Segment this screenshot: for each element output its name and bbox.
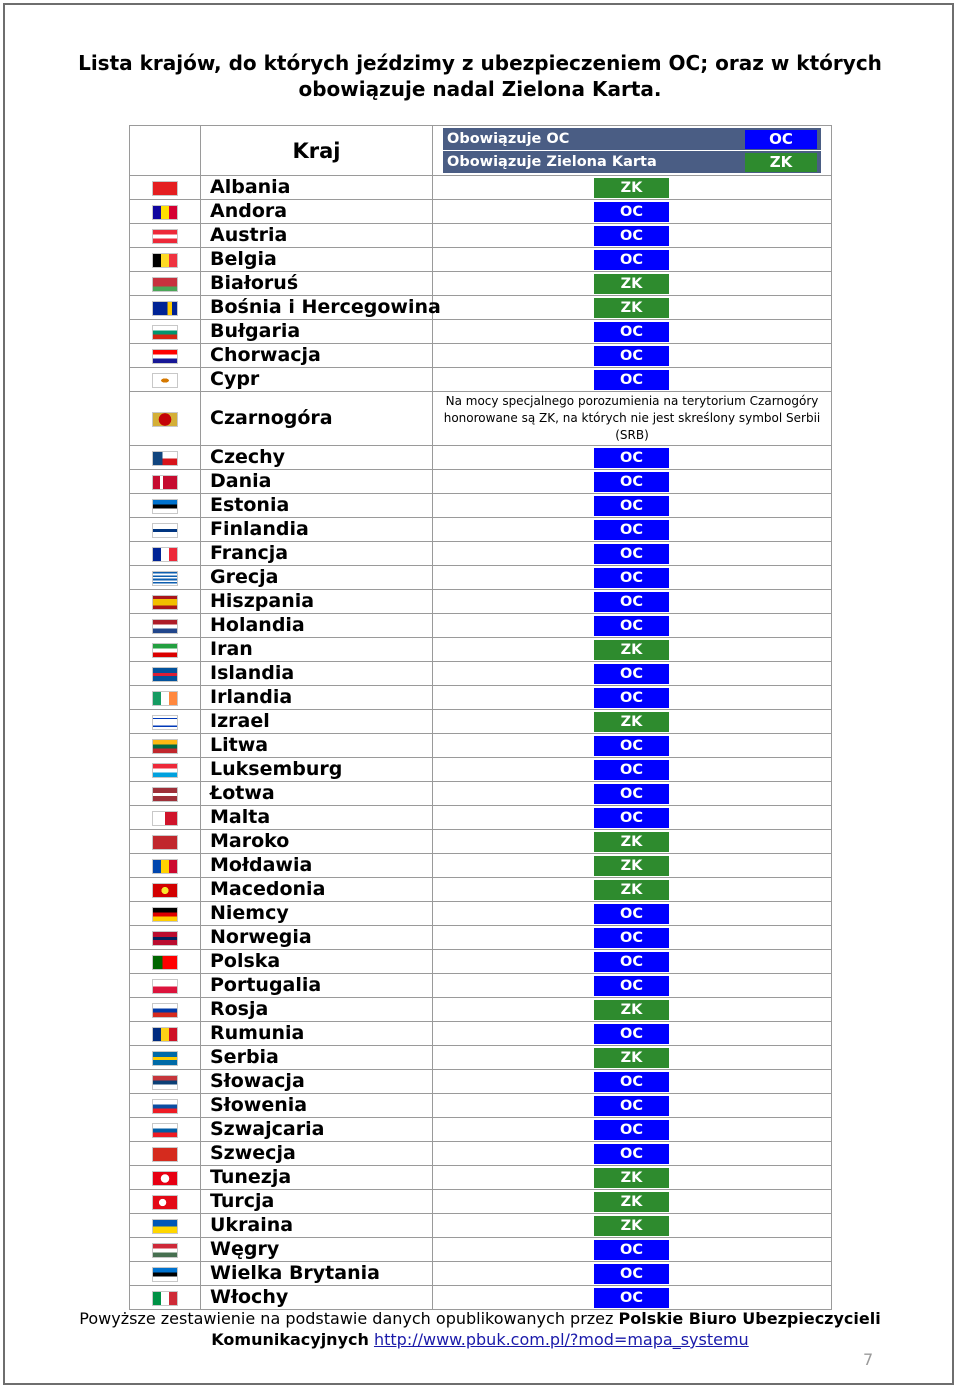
table-row [130,686,832,710]
flag-cell [130,1286,201,1310]
status-cell [433,1142,832,1166]
flag-cell [130,1238,201,1262]
greece-flag [152,571,178,586]
status-cell [433,392,832,446]
country-name: Dania [201,470,433,494]
status-cell [433,200,832,224]
flag-cell [130,224,201,248]
flag-cell [130,200,201,224]
country-name: Albania [201,176,433,200]
table-header-row [130,126,832,176]
country-name: Białoruś [201,272,433,296]
flag-cell [130,662,201,686]
flag-cell [130,806,201,830]
status-badge: ZK [594,274,669,294]
table-row [130,1190,832,1214]
status-badge: OC [594,736,669,756]
table-row [130,248,832,272]
lithuania-flag [152,739,178,754]
flag-cell [130,1142,201,1166]
legend-label-oc: Obowiązuje OC [447,131,570,147]
montenegro-flag [152,412,178,427]
country-name: Islandia [201,662,433,686]
flag-cell [130,344,201,368]
country-name: Andora [201,200,433,224]
country-name: Hiszpania [201,590,433,614]
country-name: Czechy [201,446,433,470]
status-badge: ZK [594,832,669,852]
status-cell [433,950,832,974]
legend-row-oc [443,128,821,150]
footer-org: Polskie Biuro Ubezpieczycieli Komunikacyjnych [211,1309,881,1349]
andorra-flag [152,205,178,220]
table-row [130,1022,832,1046]
footer [60,1308,900,1350]
netherlands-flag [152,619,178,634]
flag-cell [130,1262,201,1286]
status-badge: OC [594,976,669,996]
country-name: Wielka Brytania [201,1262,433,1286]
flag-cell [130,998,201,1022]
table-row [130,974,832,998]
croatia-flag [152,349,178,364]
country-name: Iran [201,638,433,662]
flag-cell [130,1214,201,1238]
status-badge: OC [594,904,669,924]
country-name: Izrael [201,710,433,734]
status-badge: ZK [594,298,669,318]
status-badge: OC [594,760,669,780]
table-row [130,470,832,494]
status-badge: OC [594,808,669,828]
table-row [130,878,832,902]
status-badge: OC [594,520,669,540]
status-cell [433,1238,832,1262]
flag-cell [130,1166,201,1190]
country-name: Estonia [201,494,433,518]
flag-cell [130,1046,201,1070]
flag-cell [130,176,201,200]
page-number: 7 [863,1350,874,1369]
legend-label-zk: Obowiązuje Zielona Karta [447,154,657,170]
table-row [130,614,832,638]
country-name: Cypr [201,368,433,392]
table-row [130,320,832,344]
ukraine-flag [152,1219,178,1234]
bosnia-flag [152,301,178,316]
country-name: Łotwa [201,782,433,806]
status-badge: OC [594,1096,669,1116]
country-name: Austria [201,224,433,248]
serbia-flag [152,1075,178,1090]
table-row [130,494,832,518]
table-row [130,1262,832,1286]
country-name: Malta [201,806,433,830]
flag-cell [130,734,201,758]
table-row [130,590,832,614]
status-cell [433,542,832,566]
status-badge: ZK [594,1048,669,1068]
table-row [130,758,832,782]
table-row [130,224,832,248]
flag-cell [130,566,201,590]
status-badge: OC [594,952,669,972]
tunisia-flag [152,1171,178,1186]
table-row [130,734,832,758]
albania-flag [152,181,178,196]
flag-cell [130,974,201,998]
flag-cell [130,614,201,638]
status-badge: OC [594,1072,669,1092]
status-badge: ZK [594,1000,669,1020]
status-badge: OC [594,688,669,708]
status-cell [433,344,832,368]
status-badge: OC [594,202,669,222]
morocco-flag [152,835,178,850]
country-name: Chorwacja [201,344,433,368]
slovakia-flag [152,1099,178,1114]
country-name: Rumunia [201,1022,433,1046]
table-row [130,830,832,854]
flag-cell [130,494,201,518]
czechia-flag [152,451,178,466]
status-cell [433,1118,832,1142]
flag-cell [130,758,201,782]
flag-cell [130,590,201,614]
status-cell [433,926,832,950]
country-name: Słowenia [201,1094,433,1118]
status-cell [433,1094,832,1118]
table-row [130,1070,832,1094]
estonia-flag [152,1267,178,1282]
country-name: Belgia [201,248,433,272]
country-name: Bułgaria [201,320,433,344]
footer-text: Powyższe zestawienie na podstawie danych opublikowanych przez [79,1309,619,1328]
status-cell [433,1214,832,1238]
country-name: Turcja [201,1190,433,1214]
flag-cell [130,518,201,542]
status-cell [433,176,832,200]
status-cell [433,878,832,902]
table-row [130,1046,832,1070]
table-row [130,446,832,470]
status-badge: OC [594,448,669,468]
flag-cell [130,782,201,806]
legend-badge-oc: OC [745,130,817,149]
country-name: Irlandia [201,686,433,710]
status-badge: OC [594,496,669,516]
status-badge: OC [594,1240,669,1260]
legend-badge-zk: ZK [745,153,817,172]
flag-cell [130,686,201,710]
status-cell [433,494,832,518]
flag-cell [130,1070,201,1094]
status-cell [433,470,832,494]
iceland-flag [152,667,178,682]
flag-cell [130,1094,201,1118]
table-row [130,806,832,830]
italy-flag [152,1291,178,1306]
israel-flag [152,715,178,730]
status-badge: ZK [594,1216,669,1236]
status-badge: OC [594,664,669,684]
flag-cell [130,854,201,878]
status-cell [433,1262,832,1286]
status-cell [433,1166,832,1190]
denmark-flag [152,475,178,490]
flag-cell [130,542,201,566]
france-flag [152,547,178,562]
country-name: Bośnia i Hercegowina [201,296,433,320]
table-row [130,662,832,686]
status-cell [433,248,832,272]
status-cell [433,686,832,710]
status-badge: OC [594,544,669,564]
malta-flag [152,811,178,826]
flag-cell [130,470,201,494]
page-title: Lista krajów, do których jeździmy z ubezpieczeniem OC; oraz w których obowiązuje nadal Zielona Karta. [78,51,882,101]
footer-link[interactable]: http://www.pbuk.com.pl/?mod=mapa_systemu [373,1330,749,1349]
table-row [130,344,832,368]
country-name: Holandia [201,614,433,638]
country-name: Węgry [201,1238,433,1262]
status-cell [433,272,832,296]
table-row [130,542,832,566]
luxembourg-flag [152,763,178,778]
status-cell [433,1286,832,1310]
status-cell [433,902,832,926]
status-cell [433,224,832,248]
finland-flag [152,523,178,538]
flag-cell [130,950,201,974]
status-cell [433,638,832,662]
norway-flag [152,931,178,946]
ireland-flag [152,691,178,706]
status-badge: OC [594,346,669,366]
table-row [130,854,832,878]
macedonia-flag [152,883,178,898]
table-row [130,1214,832,1238]
status-badge: ZK [594,178,669,198]
country-name: Czarnogóra [201,392,433,446]
status-badge: ZK [594,1168,669,1188]
flag-cell [130,446,201,470]
status-cell [433,854,832,878]
status-cell [433,590,832,614]
table-row [130,200,832,224]
flag-cell [130,248,201,272]
romania-flag [152,1027,178,1042]
table-row [130,272,832,296]
status-badge: ZK [594,640,669,660]
table-row [130,1286,832,1310]
status-cell [433,710,832,734]
status-cell [433,782,832,806]
status-badge: OC [594,1120,669,1140]
status-cell [433,758,832,782]
status-cell [433,566,832,590]
table-row [130,998,832,1022]
table-row [130,392,832,446]
status-badge: OC [594,784,669,804]
status-cell [433,1070,832,1094]
status-badge: OC [594,1288,669,1308]
table-row [130,518,832,542]
table-row [130,1118,832,1142]
germany-flag [152,907,178,922]
slovenia-flag [152,1123,178,1138]
status-badge: OC [594,928,669,948]
status-cell [433,1022,832,1046]
status-note: Na mocy specjalnego porozumienia na terytorium Czarnogóry honorowane są ZK, na których nie jest skreślony symbol Serbii (SRB) [443,394,821,442]
country-name: Włochy [201,1286,433,1310]
status-cell [433,518,832,542]
status-badge: OC [594,616,669,636]
status-cell [433,296,832,320]
status-badge: OC [594,226,669,246]
flag-cell [130,1118,201,1142]
status-badge: OC [594,568,669,588]
status-badge: OC [594,1144,669,1164]
hungary-flag [152,1243,178,1258]
country-name: Szwajcaria [201,1118,433,1142]
table-row [130,1142,832,1166]
country-name: Serbia [201,1046,433,1070]
flag-cell [130,638,201,662]
table-row [130,710,832,734]
country-name: Rosja [201,998,433,1022]
country-name: Portugalia [201,974,433,998]
country-name: Maroko [201,830,433,854]
country-name: Macedonia [201,878,433,902]
status-badge: OC [594,1024,669,1044]
status-badge: OC [594,592,669,612]
bulgaria-flag [152,325,178,340]
flag-cell [130,272,201,296]
status-badge: OC [594,370,669,390]
flag-cell [130,926,201,950]
country-name: Polska [201,950,433,974]
country-name: Niemcy [201,902,433,926]
flag-cell [130,296,201,320]
status-cell [433,446,832,470]
flag-cell [130,392,201,446]
status-cell [433,830,832,854]
country-name: Mołdawia [201,854,433,878]
status-cell [433,662,832,686]
country-name: Grecja [201,566,433,590]
table-row [130,926,832,950]
flag-cell [130,1022,201,1046]
cyprus-flag [152,373,178,388]
table-row [130,902,832,926]
flag-cell [130,902,201,926]
flag-cell [130,320,201,344]
estonia-flag [152,499,178,514]
austria-flag [152,229,178,244]
status-cell [433,974,832,998]
flag-cell [130,878,201,902]
country-name: Luksemburg [201,758,433,782]
status-badge: OC [594,1264,669,1284]
belarus-flag [152,277,178,292]
table-row [130,950,832,974]
table-row [130,1166,832,1190]
status-cell [433,998,832,1022]
status-cell [433,1046,832,1070]
table-row [130,638,832,662]
country-name: Słowacja [201,1070,433,1094]
legend-row-zk [443,151,821,173]
country-name: Finlandia [201,518,433,542]
status-cell [433,320,832,344]
flag-cell [130,830,201,854]
legend [433,126,832,176]
status-cell [433,1190,832,1214]
status-cell [433,368,832,392]
status-cell [433,734,832,758]
flag-cell [130,1190,201,1214]
country-name: Ukraina [201,1214,433,1238]
table-row [130,368,832,392]
country-name: Litwa [201,734,433,758]
country-name: Norwegia [201,926,433,950]
table-row [130,1238,832,1262]
country-name: Francja [201,542,433,566]
status-badge: ZK [594,880,669,900]
table-row [130,566,832,590]
status-badge: ZK [594,1192,669,1212]
table-row [130,176,832,200]
header-country: Kraj [201,126,433,176]
status-badge: ZK [594,856,669,876]
flag-cell [130,710,201,734]
table-row [130,782,832,806]
moldova-flag [152,859,178,874]
latvia-flag [152,787,178,802]
spain-flag [152,595,178,610]
status-cell [433,806,832,830]
russia-flag [152,1003,178,1018]
header-flag-cell [130,126,201,176]
countries-table [129,125,832,1310]
table-row [130,1094,832,1118]
status-badge: OC [594,472,669,492]
status-badge: ZK [594,712,669,732]
portugal-flag [152,955,178,970]
flag-cell [130,368,201,392]
belgium-flag [152,253,178,268]
table-row [130,296,832,320]
status-cell [433,614,832,638]
poland-flag [152,979,178,994]
country-name: Szwecja [201,1142,433,1166]
country-name: Tunezja [201,1166,433,1190]
iran-flag [152,643,178,658]
status-badge: OC [594,322,669,342]
status-badge: OC [594,250,669,270]
turkey-flag [152,1195,178,1210]
switzerland-flag [152,1147,178,1162]
sweden-flag [152,1051,178,1066]
